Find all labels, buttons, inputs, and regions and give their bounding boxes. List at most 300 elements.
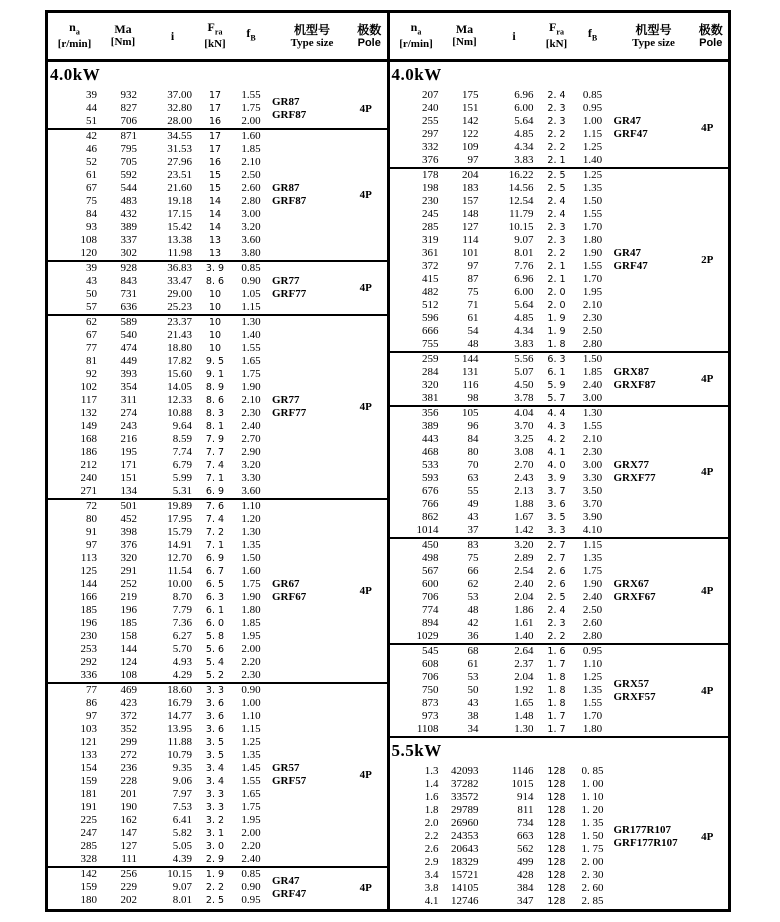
header-ma-symbol: Ma bbox=[114, 22, 132, 36]
table-right bbox=[387, 13, 729, 909]
table-right-body bbox=[390, 62, 729, 908]
cell-na: 39 bbox=[86, 89, 97, 101]
type-size-label bbox=[614, 407, 689, 537]
cell-na: 39 bbox=[86, 262, 97, 274]
table-row bbox=[390, 128, 614, 141]
table-row bbox=[390, 778, 614, 791]
cell-fb: 1.15 bbox=[582, 539, 603, 551]
cell-fb: 1. 50 bbox=[581, 830, 604, 842]
cell-fra: 2. 3 bbox=[547, 618, 566, 629]
model-name: GRXF67 bbox=[613, 591, 656, 603]
rating-rows bbox=[390, 539, 614, 643]
model-name: GR47 bbox=[613, 247, 641, 259]
cell-ma: 61 bbox=[467, 312, 479, 324]
cell-fb: 1.90 bbox=[241, 381, 261, 393]
cell-fb: 1.70 bbox=[582, 710, 603, 722]
cell-na: 336 bbox=[80, 669, 97, 681]
cell-fra: 128 bbox=[547, 857, 566, 868]
header-ma-unit: [Nm] bbox=[452, 36, 477, 48]
table-row bbox=[48, 669, 272, 682]
cell-na: 512 bbox=[422, 299, 439, 311]
rating-rows bbox=[48, 316, 272, 498]
cell-na: 225 bbox=[80, 814, 97, 826]
header-type-size bbox=[614, 23, 694, 50]
table-row bbox=[48, 710, 272, 723]
cell-i: 10.88 bbox=[167, 407, 192, 419]
cell-na: 57 bbox=[86, 301, 97, 313]
cell-ma: 80 bbox=[467, 446, 479, 458]
table-row bbox=[390, 697, 614, 710]
header-pole-en: Pole bbox=[357, 36, 381, 49]
table-row bbox=[48, 221, 272, 234]
cell-fb: 1.55 bbox=[582, 208, 603, 220]
cell-na: 297 bbox=[422, 128, 439, 140]
cell-fra: 15 bbox=[208, 183, 222, 194]
cell-ma: 229 bbox=[120, 881, 137, 893]
cell-fra: 3. 6 bbox=[205, 698, 225, 709]
cell-i: 34.55 bbox=[167, 130, 192, 142]
cell-fra: 7. 1 bbox=[205, 473, 225, 484]
table-row bbox=[390, 617, 614, 630]
cell-i: 499 bbox=[517, 856, 534, 868]
cell-fb: 1.90 bbox=[582, 247, 603, 259]
cell-i: 7.74 bbox=[172, 446, 192, 458]
cell-i: 1.48 bbox=[514, 710, 534, 722]
cell-i: 17.95 bbox=[167, 513, 192, 525]
cell-fb: 1.75 bbox=[582, 565, 603, 577]
cell-ma: 256 bbox=[120, 868, 137, 880]
pole-label: 4P bbox=[701, 684, 714, 697]
rating-rows bbox=[390, 169, 614, 351]
table-row bbox=[48, 407, 272, 420]
cell-fb: 2.30 bbox=[241, 407, 261, 419]
cell-fb: 1. 00 bbox=[581, 778, 604, 790]
cell-i: 23.37 bbox=[167, 316, 192, 328]
cell-fra: 1. 9 bbox=[547, 313, 566, 324]
cell-fra: 6. 1 bbox=[547, 367, 566, 378]
cell-fb: 1.95 bbox=[582, 286, 603, 298]
cell-ma: 116 bbox=[462, 379, 479, 391]
cell-i: 13.38 bbox=[167, 234, 192, 246]
header-pole bbox=[694, 23, 729, 50]
cell-fb: 3.80 bbox=[241, 247, 261, 259]
table-row bbox=[390, 195, 614, 208]
cell-i: 15.60 bbox=[167, 368, 192, 380]
table-row bbox=[48, 316, 272, 329]
cell-fra: 8. 1 bbox=[205, 421, 225, 432]
table-row bbox=[48, 459, 272, 472]
cell-i: 23.51 bbox=[167, 169, 192, 181]
cell-i: 27.96 bbox=[167, 156, 192, 168]
cell-na: 42 bbox=[86, 130, 97, 142]
cell-fb: 1.35 bbox=[582, 552, 603, 564]
cell-ma: 75 bbox=[467, 286, 479, 298]
cell-i: 5.99 bbox=[172, 472, 192, 484]
cell-fb: 2.70 bbox=[241, 433, 261, 445]
cell-fra: 2. 0 bbox=[547, 287, 566, 298]
pole-label: 4P bbox=[359, 282, 372, 294]
table-row bbox=[48, 604, 272, 617]
cell-fra: 2. 6 bbox=[547, 579, 566, 590]
table-row bbox=[48, 115, 272, 128]
cell-fra: 10 bbox=[208, 289, 222, 300]
cell-ma: 144 bbox=[120, 643, 137, 655]
cell-i: 2.04 bbox=[514, 591, 534, 603]
table-row bbox=[390, 723, 614, 736]
cell-i: 2.70 bbox=[514, 459, 534, 471]
cell-fb: 2. 85 bbox=[581, 895, 604, 907]
cell-fra: 128 bbox=[547, 831, 566, 842]
cell-fb: 1.15 bbox=[582, 128, 603, 140]
table-row bbox=[390, 511, 614, 524]
pole-label: 4P bbox=[359, 189, 372, 201]
cell-na: 774 bbox=[422, 604, 439, 616]
header-type-size bbox=[272, 23, 352, 50]
header-fra-symbol: $F_{ra}$ bbox=[207, 19, 223, 37]
cell-fra: 2. 7 bbox=[547, 553, 566, 564]
header-i-symbol: i bbox=[170, 28, 175, 43]
cell-i: 1015 bbox=[511, 778, 534, 790]
cell-i: 5.82 bbox=[172, 827, 192, 839]
model-name: GR87 bbox=[272, 182, 300, 194]
cell-fra: 6. 3 bbox=[547, 354, 566, 365]
model-name: GR77 bbox=[272, 275, 300, 287]
cell-fb: 3.50 bbox=[582, 485, 603, 497]
cell-ma: 291 bbox=[120, 565, 137, 577]
model-name: GRX57 bbox=[613, 677, 649, 690]
cell-na: 3.4 bbox=[424, 869, 439, 881]
cell-i: 12.54 bbox=[508, 195, 534, 207]
cell-fra: 5. 2 bbox=[205, 670, 225, 681]
cell-fra: 128 bbox=[547, 792, 566, 803]
table-row bbox=[48, 433, 272, 446]
table-row bbox=[390, 392, 614, 405]
cell-ma: 928 bbox=[120, 262, 137, 274]
cell-fb: 1. 75 bbox=[581, 843, 604, 855]
cell-fb: 1.20 bbox=[241, 513, 261, 525]
cell-fb: 1.25 bbox=[582, 671, 603, 683]
cell-ma: 376 bbox=[120, 539, 137, 551]
cell-ma: 53 bbox=[467, 671, 479, 683]
cell-na: 389 bbox=[422, 420, 439, 432]
header-i bbox=[145, 30, 200, 43]
pole-label: 4P bbox=[701, 585, 714, 597]
cell-ma: 108 bbox=[120, 669, 137, 681]
cell-na: 332 bbox=[422, 141, 439, 153]
cell-fb: 0.85 bbox=[582, 89, 603, 101]
table-row bbox=[48, 420, 272, 433]
cell-i: 2.04 bbox=[514, 671, 534, 683]
header-na bbox=[390, 21, 443, 51]
cell-ma: 53 bbox=[467, 591, 479, 603]
rating-rows bbox=[48, 684, 272, 866]
header-na-unit: [r/min] bbox=[57, 38, 92, 51]
table-row bbox=[48, 552, 272, 565]
header-type-en: Type size bbox=[632, 36, 675, 49]
table-row bbox=[48, 446, 272, 459]
cell-fra: 128 bbox=[547, 870, 566, 881]
cell-ma: 636 bbox=[120, 301, 137, 313]
cell-na: 113 bbox=[80, 552, 97, 564]
cell-fb: 2.80 bbox=[241, 195, 261, 207]
table-row bbox=[48, 656, 272, 669]
cell-i: 11.54 bbox=[167, 565, 192, 577]
cell-ma: 469 bbox=[120, 684, 137, 696]
cell-na: 255 bbox=[422, 115, 439, 127]
cell-na: 2.6 bbox=[424, 843, 439, 855]
cell-fb: 1.70 bbox=[582, 221, 603, 233]
header-pole-cn: 极数 bbox=[698, 22, 723, 37]
cell-fra: 16 bbox=[208, 157, 222, 168]
cell-fb: 1.15 bbox=[241, 723, 261, 735]
cell-fb: 1.75 bbox=[241, 368, 261, 380]
cell-fra: 2. 4 bbox=[547, 605, 566, 616]
cell-fb: 4.10 bbox=[582, 524, 603, 536]
rating-section bbox=[390, 167, 729, 351]
rating-section bbox=[48, 866, 387, 907]
cell-fb: 2.30 bbox=[582, 446, 603, 458]
cell-fra: 7. 1 bbox=[205, 540, 225, 551]
cell-ma: 483 bbox=[120, 195, 137, 207]
cell-na: 498 bbox=[422, 552, 439, 564]
cell-i: 914 bbox=[517, 791, 534, 803]
cell-fb: 2. 30 bbox=[581, 869, 604, 881]
cell-ma: 48 bbox=[467, 604, 479, 616]
model-name: GRF47 bbox=[272, 887, 307, 900]
cell-fb: 1.60 bbox=[241, 565, 261, 577]
cell-fb: 1.30 bbox=[241, 526, 261, 538]
cell-fb: 1.05 bbox=[241, 288, 261, 300]
cell-na: 62 bbox=[86, 316, 97, 328]
pole-label: 4P bbox=[359, 401, 372, 413]
cell-i: 4.39 bbox=[172, 853, 192, 865]
cell-fra: 3. 3 bbox=[205, 802, 225, 813]
cell-i: 37.00 bbox=[167, 89, 192, 101]
cell-fb: 2.00 bbox=[241, 643, 261, 655]
cell-fb: 2.40 bbox=[241, 420, 261, 432]
header-fra-symbol: $F_{ra}$ bbox=[549, 19, 564, 37]
cell-na: 271 bbox=[80, 485, 97, 497]
rating-rows bbox=[390, 89, 614, 167]
cell-na: 873 bbox=[422, 697, 439, 709]
table-row bbox=[390, 565, 614, 578]
cell-fra: 128 bbox=[547, 883, 566, 894]
cell-ma: 87 bbox=[467, 273, 479, 285]
rating-rows bbox=[48, 500, 272, 682]
cell-na: 1029 bbox=[416, 630, 439, 642]
cell-ma: 63 bbox=[467, 472, 479, 484]
header-pole-en: Pole bbox=[699, 36, 723, 49]
cell-fb: 1.35 bbox=[241, 749, 261, 761]
cell-fra: 2. 5 bbox=[547, 183, 566, 194]
type-size-label bbox=[272, 316, 347, 498]
cell-fb: 1.80 bbox=[582, 723, 603, 735]
cell-i: 347 bbox=[517, 895, 534, 907]
ratings-table bbox=[45, 10, 731, 912]
cell-fra: 2. 9 bbox=[205, 854, 225, 865]
model-name: GR77 bbox=[272, 394, 300, 406]
cell-ma: 37 bbox=[467, 524, 479, 536]
cell-na: 108 bbox=[80, 234, 97, 246]
cell-fra: 1. 8 bbox=[547, 685, 566, 696]
table-row bbox=[390, 895, 614, 908]
table-row bbox=[390, 353, 614, 366]
cell-ma: 501 bbox=[120, 500, 137, 512]
cell-na: 185 bbox=[80, 604, 97, 616]
cell-fra: 5. 6 bbox=[205, 644, 225, 655]
rating-rows bbox=[48, 868, 272, 907]
cell-ma: 42 bbox=[467, 617, 479, 629]
cell-fb: 1.85 bbox=[241, 617, 261, 629]
cell-i: 6.96 bbox=[514, 273, 534, 285]
table-row bbox=[48, 355, 272, 368]
cell-fb: 3.00 bbox=[582, 459, 603, 471]
cell-na: 2.9 bbox=[424, 856, 439, 868]
table-row bbox=[48, 539, 272, 552]
cell-fb: 1.55 bbox=[241, 89, 261, 101]
cell-fra: 7. 4 bbox=[205, 460, 225, 471]
cell-fb: 2.40 bbox=[241, 853, 261, 865]
model-name: GRX87 bbox=[613, 366, 649, 378]
cell-fb: 0.95 bbox=[582, 645, 603, 657]
header-fb bbox=[572, 27, 614, 44]
cell-ma: 195 bbox=[120, 446, 137, 458]
model-name: GRF47 bbox=[613, 260, 648, 272]
pole-label: 2P bbox=[701, 254, 714, 266]
cell-fra: 13 bbox=[208, 248, 222, 259]
rating-rows bbox=[390, 407, 614, 537]
cell-fra: 1. 7 bbox=[547, 724, 566, 735]
cell-fra: 2. 0 bbox=[547, 300, 566, 311]
rating-rows bbox=[390, 765, 614, 908]
cell-na: 567 bbox=[422, 565, 439, 577]
cell-fra: 3. 2 bbox=[205, 815, 225, 826]
cell-ma: 843 bbox=[120, 275, 137, 287]
cell-ma: 151 bbox=[462, 102, 479, 114]
table-row bbox=[48, 894, 272, 907]
model-name: GR47 bbox=[272, 874, 300, 887]
table-row bbox=[390, 765, 614, 778]
cell-ma: 68 bbox=[467, 645, 479, 657]
cell-ma: 122 bbox=[462, 128, 479, 140]
cell-i: 3.08 bbox=[514, 446, 534, 458]
cell-na: 284 bbox=[422, 366, 439, 378]
table-left-body bbox=[48, 62, 387, 907]
model-name: GR47 bbox=[613, 115, 641, 127]
cell-ma: 252 bbox=[120, 578, 137, 590]
rating-rows bbox=[48, 130, 272, 260]
table-row bbox=[390, 804, 614, 817]
cell-i: 5.31 bbox=[172, 485, 192, 497]
header-i-symbol: i bbox=[512, 28, 516, 43]
cell-na: 973 bbox=[422, 710, 439, 722]
cell-na: 86 bbox=[86, 697, 97, 709]
cell-fra: 3. 1 bbox=[205, 828, 225, 839]
cell-fb: 1.55 bbox=[241, 342, 261, 354]
table-row bbox=[48, 288, 272, 301]
cell-fb: 1.55 bbox=[582, 260, 603, 272]
cell-fra: 6. 5 bbox=[205, 579, 225, 590]
cell-fra: 9. 1 bbox=[205, 369, 225, 380]
cell-ma: 372 bbox=[120, 710, 137, 722]
cell-i: 2.64 bbox=[514, 645, 534, 657]
pole-label: 4P bbox=[359, 585, 372, 597]
cell-na: 2.0 bbox=[424, 817, 439, 829]
cell-fra: 8. 6 bbox=[205, 395, 225, 406]
cell-fra: 3. 6 bbox=[547, 499, 566, 510]
cell-ma: 337 bbox=[120, 234, 137, 246]
cell-i: 9.07 bbox=[172, 881, 192, 893]
table-row bbox=[390, 485, 614, 498]
table-row bbox=[48, 472, 272, 485]
cell-i: 18.60 bbox=[167, 684, 192, 696]
header-ma bbox=[443, 23, 487, 49]
cell-i: 19.18 bbox=[167, 195, 192, 207]
cell-na: 121 bbox=[80, 736, 97, 748]
cell-i: 3.83 bbox=[514, 154, 534, 166]
cell-fb: 2.30 bbox=[241, 669, 261, 681]
model-name: GR177R107 bbox=[613, 823, 671, 836]
cell-fb: 3.60 bbox=[241, 234, 261, 246]
table-row bbox=[390, 498, 614, 511]
cell-ma: 795 bbox=[120, 143, 137, 155]
cell-ma: 705 bbox=[120, 156, 137, 168]
type-size-label bbox=[272, 500, 347, 682]
cell-fb: 1.10 bbox=[241, 710, 261, 722]
cell-fb: 1.65 bbox=[241, 788, 261, 800]
cell-fb: 0. 85 bbox=[581, 765, 604, 777]
cell-fb: 1.75 bbox=[241, 801, 261, 813]
table-row bbox=[48, 827, 272, 840]
cell-na: 133 bbox=[80, 749, 97, 761]
cell-i: 811 bbox=[517, 804, 534, 816]
cell-na: 125 bbox=[80, 565, 97, 577]
cell-fra: 10 bbox=[208, 343, 222, 354]
table-row bbox=[48, 156, 272, 169]
rating-section bbox=[390, 351, 729, 405]
cell-fb: 0.85 bbox=[241, 262, 261, 274]
cell-ma: 134 bbox=[120, 485, 137, 497]
header-fb-symbol: $f_B$ bbox=[587, 26, 598, 43]
cell-na: 1014 bbox=[416, 524, 439, 536]
model-name: GRXF87 bbox=[613, 379, 656, 391]
cell-i: 2.13 bbox=[514, 485, 534, 497]
cell-fb: 2.90 bbox=[241, 446, 261, 458]
cell-ma: 111 bbox=[121, 853, 137, 865]
table-row bbox=[390, 247, 614, 260]
table-row bbox=[390, 433, 614, 446]
cell-ma: 158 bbox=[120, 630, 137, 642]
cell-fra: 4. 3 bbox=[547, 421, 566, 432]
power-rating-heading: 5.5kW bbox=[390, 736, 729, 765]
cell-ma: 302 bbox=[120, 247, 137, 259]
header-type-cn: 机型号 bbox=[293, 22, 330, 37]
cell-i: 15.79 bbox=[167, 526, 192, 538]
cell-fra: 2. 2 bbox=[547, 142, 566, 153]
cell-i: 1.30 bbox=[514, 723, 534, 735]
cell-ma: 320 bbox=[120, 552, 137, 564]
table-row bbox=[48, 368, 272, 381]
cell-fra: 128 bbox=[547, 779, 566, 790]
cell-na: 376 bbox=[422, 154, 439, 166]
table-row bbox=[48, 814, 272, 827]
cell-i: 8.59 bbox=[172, 433, 192, 445]
cell-fra: 128 bbox=[547, 766, 566, 777]
rating-section bbox=[48, 260, 387, 314]
table-row bbox=[48, 381, 272, 394]
cell-ma: 97 bbox=[467, 154, 479, 166]
table-left bbox=[48, 13, 387, 909]
